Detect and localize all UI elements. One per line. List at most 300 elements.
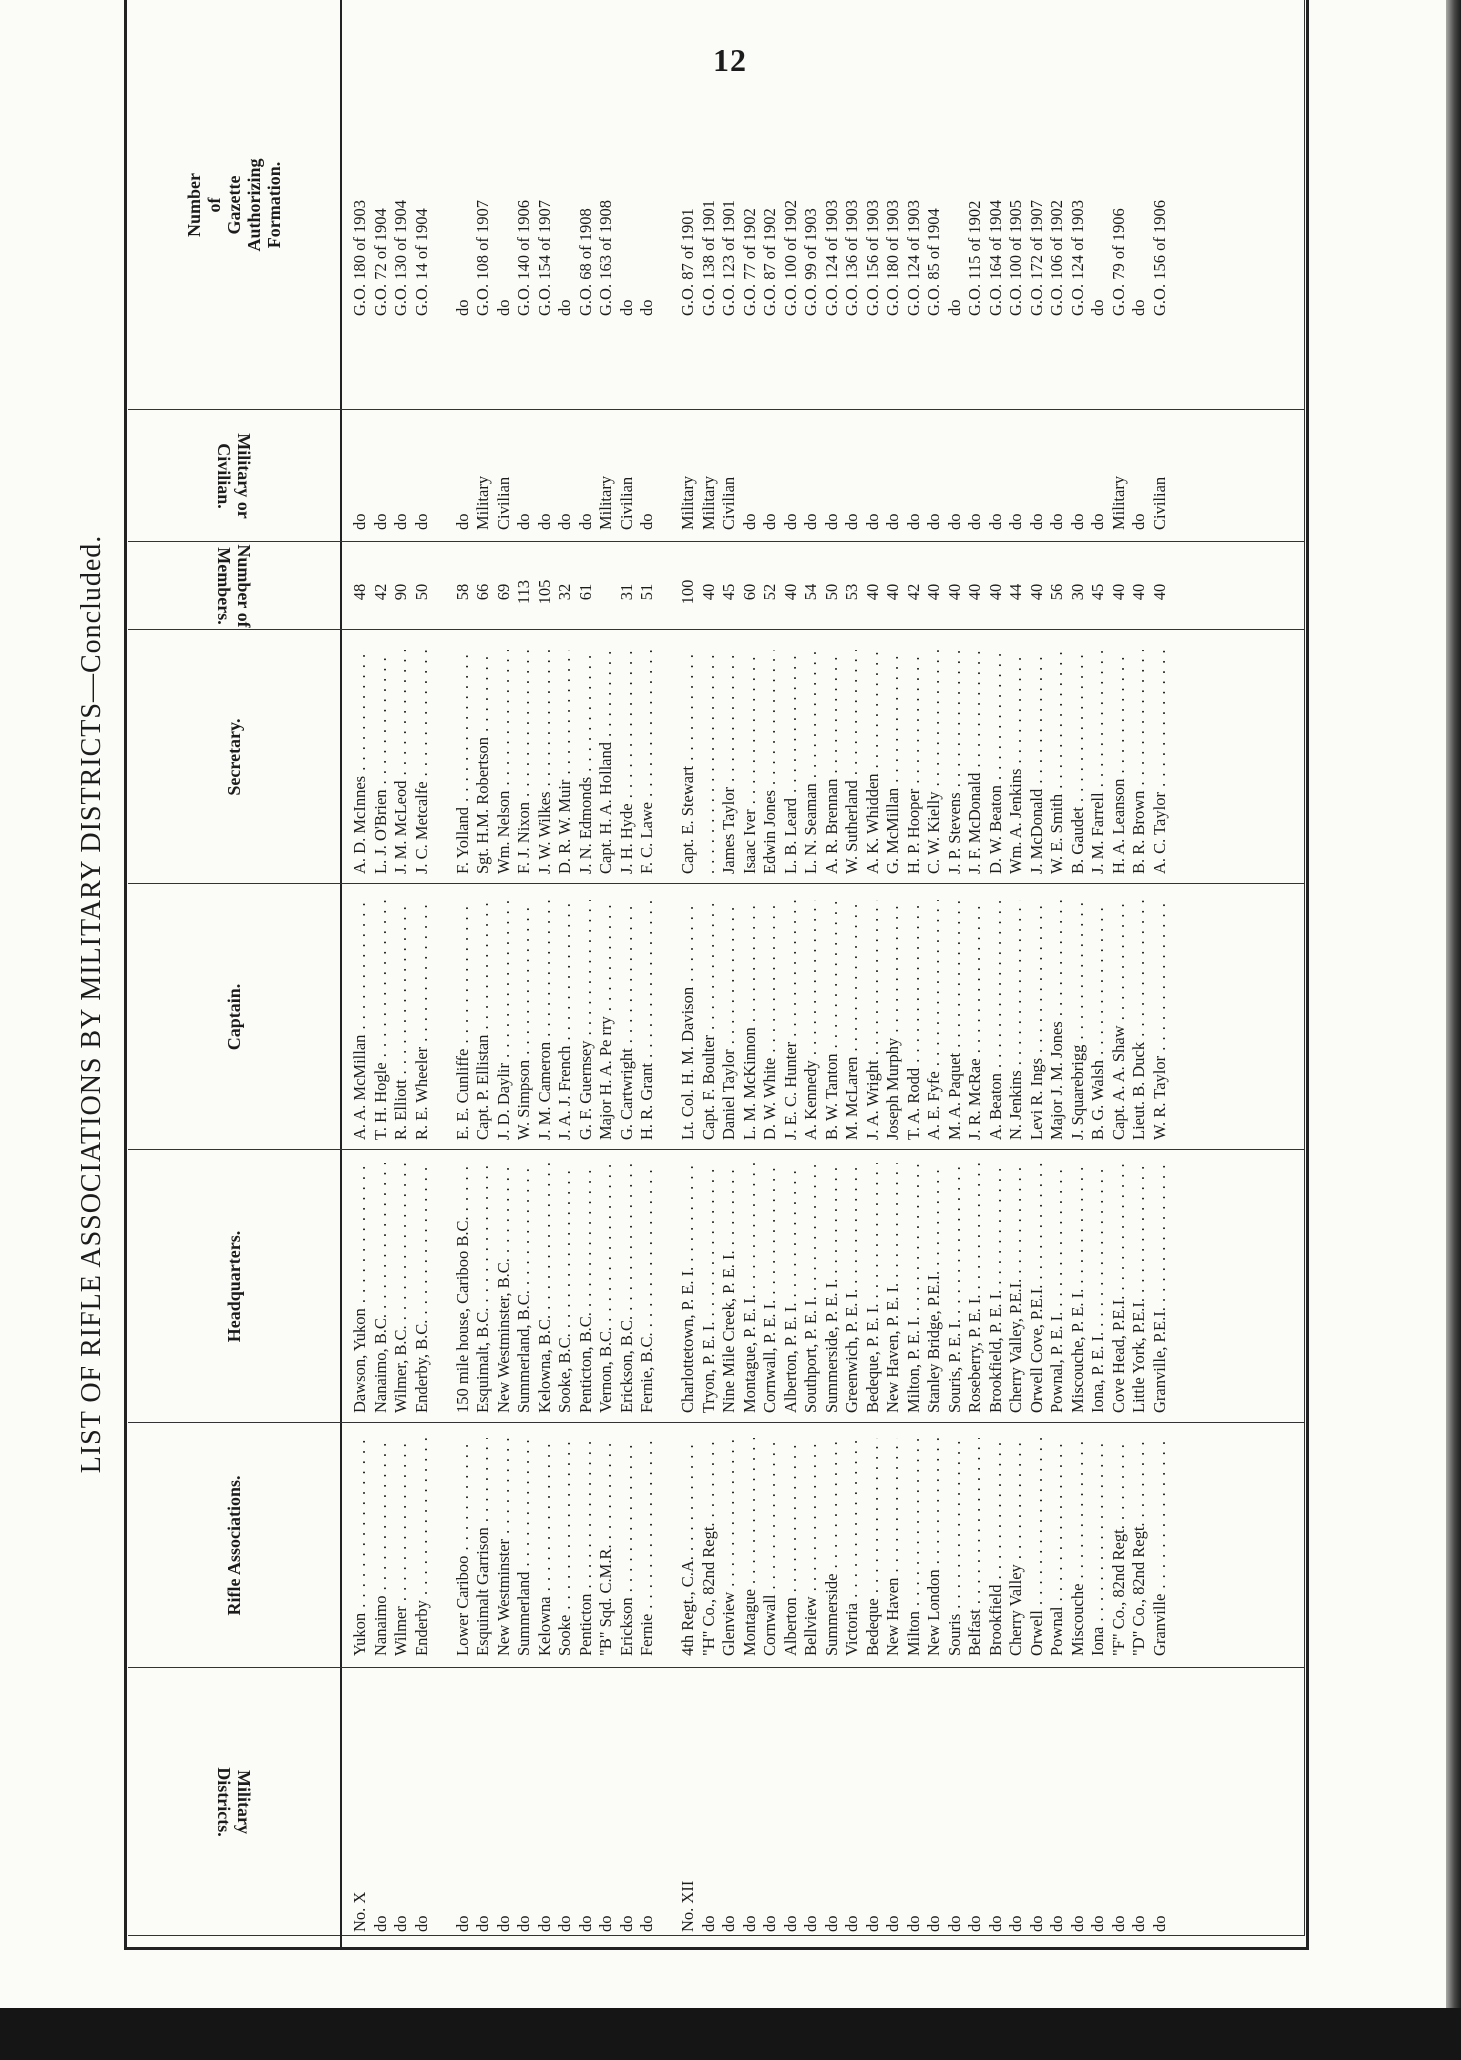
- cell-secretary: W. Sutherland . . .: [842, 650, 863, 874]
- cell-district: do: [1067, 1915, 1087, 1932]
- cell-gazette: G.O. 124 of 1903: [903, 200, 923, 316]
- cell-members: 113: [514, 579, 533, 605]
- cell-secretary: J. N. Edmonds . . .: [576, 650, 597, 874]
- cell-captain: Capt. F. Boulter . . .: [699, 900, 720, 1140]
- cell-members: 105: [534, 579, 554, 605]
- cell-gazette: G.O. 164 of 1904: [985, 200, 1005, 316]
- cell-district: do: [1129, 1915, 1148, 1932]
- cell-milciv: do: [944, 513, 964, 530]
- cell-milciv: Civilian: [719, 476, 738, 530]
- table-row: [555, 0, 576, 2008]
- cell-captain: A. Beaton . . .: [986, 900, 1007, 1140]
- cell-assoc: Summerside . . .: [822, 1438, 843, 1656]
- cell-hq: Cherry Valley, P.E.I. . . .: [1006, 1163, 1027, 1413]
- cell-members: 54: [801, 583, 820, 601]
- cell-captain: J. A. Wright . . .: [863, 900, 884, 1140]
- cell-secretary: Isaac Iver . . .: [740, 650, 761, 874]
- cell-hq: Dawson, Yukon . . .: [350, 1163, 371, 1413]
- cell-milciv: do: [1129, 513, 1148, 530]
- cell-captain: Capt. A. A. Shaw . . .: [1109, 900, 1130, 1140]
- cell-assoc: Cornwall . . .: [760, 1438, 781, 1656]
- cell-district: do: [1088, 1915, 1107, 1932]
- cell-members: 40: [985, 583, 1005, 601]
- cell-captain: B. G. Walsh . . .: [1088, 900, 1109, 1140]
- page-edge-shadow: [1446, 0, 1461, 2008]
- cell-secretary: C. W. Kielly . . .: [924, 650, 945, 874]
- cell-district: do: [534, 1915, 554, 1932]
- cell-gazette: G.O. 85 of 1904: [924, 208, 943, 316]
- table-row: [760, 0, 781, 2008]
- table-row: [740, 0, 761, 2008]
- table-row: [1006, 0, 1027, 2008]
- cell-hq: Roseberry, P. E. I. . . .: [965, 1163, 986, 1413]
- page-number: 12: [713, 42, 747, 78]
- cell-milciv: do: [903, 513, 923, 530]
- cell-members: 48: [350, 583, 369, 601]
- cell-members: 40: [780, 583, 800, 601]
- cell-district: do: [883, 1915, 902, 1932]
- table-row: [596, 0, 617, 2008]
- table-row: [842, 0, 863, 2008]
- table-row: [1027, 0, 1048, 2008]
- cell-secretary: F. Yolland . . .: [453, 650, 474, 874]
- cell-captain: Capt. P. Ellistan . . .: [473, 900, 494, 1140]
- cell-district: do: [616, 1915, 636, 1932]
- cell-captain: M. McLaren . . .: [842, 900, 863, 1140]
- cell-hq: Little York, P.E.I. . . .: [1129, 1163, 1150, 1413]
- cell-captain: W. Simpson . . .: [514, 900, 535, 1140]
- cell-milciv: do: [534, 513, 554, 530]
- cell-hq: Southport, P. E. I. . . .: [801, 1163, 822, 1413]
- cell-hq: Nanaimo, B.C. . . .: [371, 1163, 392, 1413]
- header-rule: [340, 0, 342, 1950]
- cell-assoc: Sooke . . .: [555, 1438, 576, 1656]
- cell-assoc: Enderby . . .: [412, 1438, 433, 1656]
- cell-hq: Charlottetown, P. E. I. . . .: [678, 1163, 699, 1413]
- cell-members: [596, 564, 617, 620]
- cell-captain: L. M. McKinnon . . .: [740, 900, 761, 1140]
- table-row: [1109, 0, 1130, 2008]
- cell-members: 100: [678, 579, 697, 605]
- cell-district: do: [985, 1915, 1005, 1932]
- cell-assoc: New Westminster . . .: [494, 1438, 515, 1656]
- cell-assoc: Bellview . . .: [801, 1438, 822, 1656]
- cell-hq: Orwell Cove, P.E.I. . . .: [1027, 1163, 1048, 1413]
- cell-members: 40: [1149, 583, 1169, 601]
- cell-captain: Lieut. B. Duck . . .: [1129, 900, 1150, 1140]
- cell-captain: H. R. Grant . . .: [637, 900, 658, 1140]
- cell-assoc: Victoria . . .: [842, 1438, 863, 1656]
- cell-secretary: J. P. Stevens . . .: [945, 650, 966, 874]
- cell-milciv: do: [1006, 513, 1025, 530]
- table-row: [453, 0, 474, 2008]
- cell-assoc: Wilmer . . .: [391, 1438, 412, 1656]
- table-row: [637, 0, 658, 2008]
- cell-gazette: do: [452, 299, 472, 316]
- cell-hq: Wilmer, B.C. . . .: [391, 1163, 412, 1413]
- cell-gazette: G.O. 87 of 1902: [760, 208, 779, 316]
- cell-captain: Levi R. Ings . . .: [1027, 900, 1048, 1140]
- cell-hq: Souris, P. E. I. . . .: [945, 1163, 966, 1413]
- cell-gazette: G.O. 124 of 1903: [1067, 200, 1087, 316]
- cell-district: do: [596, 1915, 615, 1932]
- cell-district: do: [760, 1915, 779, 1932]
- cell-gazette: do: [493, 299, 513, 316]
- cell-gazette: G.O. 156 of 1906: [1149, 200, 1169, 316]
- cell-hq: Vernon, B.C. . . .: [596, 1163, 617, 1413]
- table-row: [576, 0, 597, 2008]
- cell-milciv: do: [965, 513, 984, 530]
- cell-milciv: do: [1047, 513, 1066, 530]
- cell-secretary: Wm. A. Jenkins . . .: [1006, 650, 1027, 874]
- cell-captain: J. D. Daylir . . .: [494, 900, 515, 1140]
- cell-gazette: do: [616, 299, 636, 316]
- cell-members: 31: [616, 583, 636, 601]
- cell-gazette: do: [944, 299, 964, 316]
- cell-secretary: [699, 650, 720, 874]
- cell-members: 45: [719, 583, 738, 601]
- cell-members: 40: [698, 583, 718, 601]
- cell-members: 56: [1047, 583, 1066, 601]
- table-row: [883, 0, 904, 2008]
- header-captain: Captain.: [224, 983, 244, 1051]
- cell-milciv: do: [411, 513, 431, 530]
- table-row: [904, 0, 925, 2008]
- cell-district: do: [637, 1915, 656, 1932]
- cell-milciv: Civilian: [616, 476, 636, 530]
- table-row: [391, 0, 412, 2008]
- cell-district: do: [575, 1915, 595, 1932]
- cell-secretary: James Taylor . . .: [719, 650, 740, 874]
- table-row: [1047, 0, 1068, 2008]
- cell-captain: J. R. McRae . . .: [965, 900, 986, 1140]
- cell-district: do: [370, 1915, 390, 1932]
- cell-secretary: J. M. Farrell . . .: [1088, 650, 1109, 874]
- cell-captain: R. Elliott . . .: [391, 900, 412, 1140]
- cell-captain: T. H. Hogle . . .: [371, 900, 392, 1140]
- cell-secretary: Edwin Jones . . .: [760, 650, 781, 874]
- cell-hq: New Westminster, B.C. . . .: [494, 1163, 515, 1413]
- cell-captain: J. Squarebrigg . . .: [1068, 900, 1089, 1140]
- cell-captain: W. R. Taylor . . .: [1150, 900, 1171, 1140]
- table-row: [822, 0, 843, 2008]
- cell-secretary: J. McDonald . . .: [1027, 650, 1048, 874]
- table-row: [412, 0, 433, 2008]
- cell-captain: A. E. Fyfe . . .: [924, 900, 945, 1140]
- cell-district: No. X: [350, 1891, 369, 1932]
- cell-secretary: Capt. E. Stewart . . .: [678, 650, 699, 874]
- header-rifle-associations: Rifle Associations.: [224, 1475, 244, 1616]
- cell-district: do: [514, 1915, 533, 1932]
- cell-milciv: do: [924, 513, 943, 530]
- cell-hq: Milton, P. E. I. . . .: [904, 1163, 925, 1413]
- cell-district: do: [555, 1915, 574, 1932]
- cell-gazette: G.O. 140 of 1906: [514, 200, 533, 316]
- cell-district: do: [1108, 1915, 1128, 1932]
- cell-hq: New Haven, P. E. I. . . .: [883, 1163, 904, 1413]
- cell-district: No. XII: [678, 1880, 697, 1932]
- cell-secretary: Wm. Nelson . . .: [494, 650, 515, 874]
- header-military-or-civilian: Military or Civilian.: [214, 433, 254, 519]
- cell-milciv: do: [555, 513, 574, 530]
- cell-captain: A. Kennedy . . .: [801, 900, 822, 1140]
- cell-members: 42: [903, 583, 923, 601]
- cell-secretary: J. F. McDonald . . .: [965, 650, 986, 874]
- cell-gazette: do: [555, 299, 574, 316]
- table-row: [801, 0, 822, 2008]
- cell-members: 50: [411, 583, 431, 601]
- header-headquarters: Headquarters.: [224, 1230, 244, 1343]
- cell-assoc: "B" Sqd. C.M.R. . . .: [596, 1438, 617, 1656]
- cell-members: 40: [1108, 583, 1128, 601]
- cell-gazette: G.O. 14 of 1904: [411, 208, 431, 316]
- cell-district: do: [411, 1915, 431, 1932]
- table-row: [945, 0, 966, 2008]
- cell-assoc: Yukon . . .: [350, 1438, 371, 1656]
- cell-hq: Fernie, B.C. . . .: [637, 1163, 658, 1413]
- cell-assoc: Bedeque . . .: [863, 1438, 884, 1656]
- cell-gazette: G.O. 106 of 1902: [1047, 200, 1066, 316]
- cell-district: do: [903, 1915, 923, 1932]
- cell-milciv: do: [985, 513, 1005, 530]
- cell-gazette: G.O. 138 of 1901: [698, 200, 718, 316]
- cell-members: 45: [1088, 583, 1107, 601]
- cell-milciv: do: [391, 513, 410, 530]
- cell-milciv: do: [760, 513, 779, 530]
- table-row: [719, 0, 740, 2008]
- cell-gazette: G.O. 156 of 1903: [862, 200, 882, 316]
- cell-assoc: Kelowna . . .: [535, 1438, 556, 1656]
- cell-secretary: A. D. McInnes . . .: [350, 650, 371, 874]
- cell-milciv: do: [514, 513, 533, 530]
- cell-gazette: G.O. 79 of 1906: [1108, 208, 1128, 316]
- cell-hq: 150 mile house, Cariboo B.C. . . .: [453, 1163, 474, 1413]
- table-row: [473, 0, 494, 2008]
- cell-gazette: G.O. 100 of 1902: [780, 200, 800, 316]
- cell-secretary: F. C. Lawe . . .: [637, 650, 658, 874]
- cell-captain: G. Cartwright . . .: [617, 900, 638, 1140]
- cell-hq: Summerland, B.C. . . .: [514, 1163, 535, 1413]
- cell-milciv: do: [801, 513, 820, 530]
- table-row: [371, 0, 392, 2008]
- cell-milciv: do: [1067, 513, 1087, 530]
- cell-secretary: J. W. Wilkes . . .: [535, 650, 556, 874]
- cell-members: 40: [1129, 583, 1148, 601]
- cell-gazette: G.O. 87 of 1901: [678, 208, 697, 316]
- cell-district: do: [698, 1915, 718, 1932]
- header-gazette: Number of Gazette Authorizing Formation.: [184, 158, 284, 252]
- table-row: [699, 0, 720, 2008]
- table-row: [1088, 0, 1109, 2008]
- cell-district: do: [719, 1915, 738, 1932]
- cell-secretary: F. J. Nixon . . .: [514, 650, 535, 874]
- cell-hq: Esquimalt, B.C. . . .: [473, 1163, 494, 1413]
- cell-district: do: [965, 1915, 984, 1932]
- cell-district: do: [801, 1915, 820, 1932]
- cell-members: 40: [862, 583, 882, 601]
- cell-hq: Iona, P. E. I. . . .: [1088, 1163, 1109, 1413]
- cell-district: do: [924, 1915, 943, 1932]
- cell-gazette: G.O. 115 of 1902: [965, 200, 984, 316]
- cell-district: do: [842, 1915, 861, 1932]
- scan-border: [0, 2008, 1461, 2060]
- cell-secretary: A. C. Taylor . . .: [1150, 650, 1171, 874]
- cell-captain: D. W. White . . .: [760, 900, 781, 1140]
- cell-assoc: Erickson . . .: [617, 1438, 638, 1656]
- cell-milciv: do: [862, 513, 882, 530]
- cell-district: do: [862, 1915, 882, 1932]
- cell-captain: Joseph Murphy . . .: [883, 900, 904, 1140]
- table-row: [494, 0, 515, 2008]
- cell-milciv: do: [780, 513, 800, 530]
- cell-gazette: G.O. 123 of 1901: [719, 200, 738, 316]
- cell-secretary: G. McMillan . . .: [883, 650, 904, 874]
- cell-captain: J. M. Cameron . . .: [535, 900, 556, 1140]
- cell-members: 61: [575, 583, 595, 601]
- header-secretary: Secretary.: [224, 718, 244, 796]
- cell-hq: Miscouche, P. E. I. . . .: [1068, 1163, 1089, 1413]
- cell-district: do: [452, 1915, 472, 1932]
- cell-captain: Lt. Col. H. M. Davison . . .: [678, 900, 699, 1140]
- cell-assoc: Summerland . . .: [514, 1438, 535, 1656]
- cell-secretary: B. R. Brown . . .: [1129, 650, 1150, 874]
- table-row: [781, 0, 802, 2008]
- cell-captain: B. W. Tanton . . .: [822, 900, 843, 1140]
- cell-assoc: Fernie . . .: [637, 1438, 658, 1656]
- cell-district: do: [944, 1915, 964, 1932]
- table-row: [678, 0, 699, 2008]
- cell-captain: Major J. M. Jones . . .: [1047, 900, 1068, 1140]
- cell-secretary: J. M. McLeod . . .: [391, 650, 412, 874]
- cell-captain: G. F. Guernsey . . .: [576, 900, 597, 1140]
- cell-assoc: Miscouche . . .: [1068, 1438, 1089, 1656]
- cell-hq: Cornwall, P. E. I. . . .: [760, 1163, 781, 1413]
- cell-assoc: New London . . .: [924, 1438, 945, 1656]
- cell-milciv: Military: [596, 475, 615, 530]
- cell-members: 40: [965, 583, 984, 601]
- cell-milciv: do: [821, 513, 841, 530]
- table-row: [350, 0, 371, 2008]
- cell-assoc: New Haven . . .: [883, 1438, 904, 1656]
- cell-hq: Greenwich, P. E. I. . . .: [842, 1163, 863, 1413]
- cell-assoc: "D" Co., 82nd Regt. . . .: [1129, 1438, 1150, 1656]
- cell-assoc: "H" Co., 82nd Regt. . . .: [699, 1438, 720, 1656]
- cell-hq: Sooke, B.C. . . .: [555, 1163, 576, 1413]
- cell-district: do: [1047, 1915, 1066, 1932]
- cell-gazette: G.O. 100 of 1905: [1006, 200, 1025, 316]
- cell-hq: Penticton, B.C. . . .: [576, 1163, 597, 1413]
- cell-members: 42: [370, 583, 390, 601]
- cell-secretary: L. B. Leard . . .: [781, 650, 802, 874]
- cell-assoc: Granville . . .: [1150, 1438, 1171, 1656]
- cell-members: 66: [473, 583, 492, 601]
- cell-assoc: Alberton . . .: [781, 1438, 802, 1656]
- cell-assoc: Belfast . . .: [965, 1438, 986, 1656]
- cell-gazette: do: [1129, 299, 1148, 316]
- cell-milciv: Civilian: [1149, 476, 1169, 530]
- cell-district: do: [391, 1915, 410, 1932]
- cell-assoc: Orwell . . .: [1027, 1438, 1048, 1656]
- cell-district: do: [739, 1915, 759, 1932]
- table-row: [1129, 0, 1150, 2008]
- cell-secretary: J. C. Metcalfe . . .: [412, 650, 433, 874]
- cell-gazette: G.O. 163 of 1908: [596, 200, 615, 316]
- cell-assoc: Penticton . . .: [576, 1438, 597, 1656]
- cell-secretary: Sgt. H.M. Robertson . . .: [473, 650, 494, 874]
- cell-milciv: do: [575, 513, 595, 530]
- cell-district: do: [1006, 1915, 1025, 1932]
- row-spacer: [658, 0, 679, 2008]
- cell-captain: M. A. Paquet . . .: [945, 900, 966, 1140]
- cell-gazette: G.O. 77 of 1902: [739, 208, 759, 316]
- cell-district: do: [493, 1915, 513, 1932]
- cell-captain: J. A. J. French . . .: [555, 900, 576, 1140]
- cell-hq: Pownal, P. E. I. . . .: [1047, 1163, 1068, 1413]
- cell-milciv: do: [350, 513, 369, 530]
- cell-hq: Granville, P.E.I. . . .: [1150, 1163, 1171, 1413]
- table-row: [617, 0, 638, 2008]
- cell-secretary: D. W. Beaton . . .: [986, 650, 1007, 874]
- cell-members: 40: [944, 583, 964, 601]
- cell-assoc: Iona . . .: [1088, 1438, 1109, 1656]
- cell-secretary: B. Gaudet . . .: [1068, 650, 1089, 874]
- cell-hq: Cove Head, P.E.I. . . .: [1109, 1163, 1130, 1413]
- cell-gazette: G.O. 108 of 1907: [473, 200, 492, 316]
- cell-gazette: G.O. 172 of 1907: [1026, 200, 1046, 316]
- cell-members: 52: [760, 583, 779, 601]
- cell-hq: Brookfield, P. E. I. . . .: [986, 1163, 1007, 1413]
- cell-members: 58: [452, 583, 472, 601]
- cell-captain: Major H. A. Pe rry . . .: [596, 900, 617, 1140]
- table-row: [986, 0, 1007, 2008]
- cell-secretary: D. R. W. Muir . . .: [555, 650, 576, 874]
- cell-milciv: do: [1026, 513, 1046, 530]
- cell-district: do: [1149, 1915, 1169, 1932]
- cell-members: 40: [924, 583, 943, 601]
- cell-hq: Nine Mile Creek, P. E. I. . . .: [719, 1163, 740, 1413]
- cell-members: 44: [1006, 583, 1025, 601]
- cell-assoc: 4th Regt., C.A. . . .: [678, 1438, 699, 1656]
- page-title: LIST OF RIFLE ASSOCIATIONS BY MILITARY DISTRICTS—Concluded.: [76, 534, 107, 1474]
- cell-gazette: G.O. 180 of 1903: [883, 200, 902, 316]
- cell-secretary: L. N. Seaman . . .: [801, 650, 822, 874]
- cell-secretary: L. J. O'Brien . . .: [371, 650, 392, 874]
- cell-milciv: Military: [678, 475, 697, 530]
- cell-assoc: Nanaimo . . .: [371, 1438, 392, 1656]
- cell-captain: E. E. Cunliffe . . .: [453, 900, 474, 1140]
- cell-members: 53: [842, 583, 861, 601]
- cell-gazette: do: [1088, 299, 1107, 316]
- cell-milciv: do: [452, 513, 472, 530]
- cell-district: do: [780, 1915, 800, 1932]
- cell-milciv: do: [637, 513, 656, 530]
- cell-members: 60: [739, 583, 759, 601]
- cell-milciv: Military: [473, 475, 492, 530]
- cell-members: 90: [391, 583, 410, 601]
- cell-captain: N. Jenkins . . .: [1006, 900, 1027, 1140]
- cell-milciv: do: [842, 513, 861, 530]
- cell-assoc: Milton . . .: [904, 1438, 925, 1656]
- cell-assoc: Glenview . . .: [719, 1438, 740, 1656]
- cell-gazette: G.O. 68 of 1908: [575, 208, 595, 316]
- cell-assoc: Lower Cariboo . . .: [453, 1438, 474, 1656]
- cell-assoc: Brookfield . . .: [986, 1438, 1007, 1656]
- header-number-of-members: Number of Members.: [214, 544, 254, 628]
- cell-hq: Kelowna, B.C. . . .: [535, 1163, 556, 1413]
- table-row: [1068, 0, 1089, 2008]
- cell-members: 51: [637, 583, 656, 601]
- cell-milciv: do: [883, 513, 902, 530]
